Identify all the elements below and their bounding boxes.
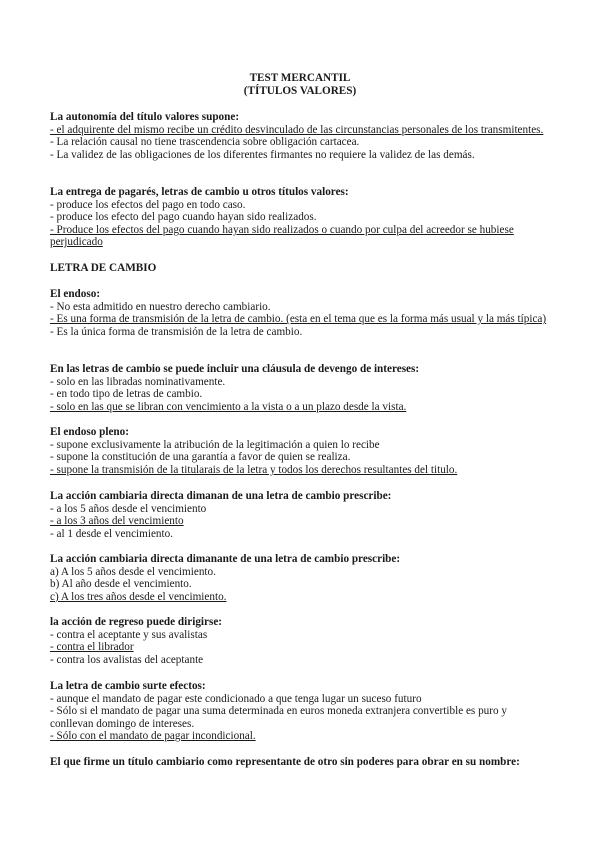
question-text: La acción cambiaria directa dimanan de una letra de cambio prescribe: <box>50 490 392 502</box>
question-text: El endoso: <box>50 288 101 300</box>
answer-option: - La validez de las obligaciones de los diferentes firmantes no requiere la validez de las demás. <box>50 148 475 161</box>
answer-option-correct: - a los 3 años del vencimiento <box>50 515 184 528</box>
answer-option-correct: - el adquirente del mismo recibe un crédito desvinculado de las circunstancias personales de los transmitentes. <box>50 123 544 136</box>
question-text: La acción cambiaria directa dimanante de una letra de cambio prescribe: <box>50 553 401 565</box>
question-block-2 <box>50 186 550 249</box>
answer-option: - aunque el mandato de pagar este condicionado a que tenga lugar un suceso futuro <box>50 692 422 705</box>
answer-option-correct: c) A los tres años desde el vencimiento. <box>50 590 227 603</box>
answer-option-correct: - Es una forma de transmisión de la letra de cambio. (esta en el tema que es la forma más usual y la más típica) <box>50 313 547 326</box>
answer-option: - Es la única forma de transmisión de la letra de cambio. <box>50 325 303 338</box>
answer-option-correct: - solo en las que se libran con vencimiento a la vista o a un plazo desde la vista. <box>50 400 407 413</box>
question-text: La letra de cambio surte efectos: <box>50 680 206 692</box>
question-block-1 <box>50 111 550 161</box>
answer-option: - supone exclusivamente la atribución de la legitimación a quien lo recibe <box>50 438 380 451</box>
answer-option: a) A los 5 años desde el vencimiento. <box>50 565 216 578</box>
answer-option-correct: - Produce los efectos del pago cuando hayan sido realizados o cuando por culpa del acreedor se hubiese perjudicado <box>50 223 514 249</box>
question-text: La entrega de pagarés, letras de cambio u otros títulos valores: <box>50 186 349 198</box>
question-block-8 <box>50 616 550 666</box>
question-text: El que firme un título cambiario como representante de otro sin poderes para obrar en su nombre: <box>50 756 520 768</box>
answer-option: - en todo tipo de letras de cambio. <box>50 388 203 401</box>
answer-option-correct: - Sólo con el mandato de pagar incondicional. <box>50 730 256 743</box>
answer-option-correct: - supone la transmisión de la titularais de la letra y todos los derechos resultantes del titulo. <box>50 463 458 476</box>
question-block-9 <box>50 680 550 743</box>
answer-option: - al 1 desde el vencimiento. <box>50 527 174 540</box>
answer-option: - No esta admitido en nuestro derecho cambiario. <box>50 300 271 313</box>
answer-option: - supone la constitución de una garantía a favor de quien se realiza. <box>50 451 351 464</box>
question-block-4 <box>50 363 550 413</box>
answer-option: - a los 5 años desde el vencimiento <box>50 502 207 515</box>
answer-option: - La relación causal no tiene trascendencia sobre obligación cartacea. <box>50 136 360 149</box>
question-text: En las letras de cambio se puede incluir una cláusula de devengo de intereses: <box>50 363 420 375</box>
document-title: TEST MERCANTIL <box>249 72 351 84</box>
question-text: La autonomía del título valores supone: <box>50 111 240 123</box>
question-text: El endoso pleno: <box>50 426 129 438</box>
answer-option: - produce los efectos del pago en todo caso. <box>50 198 246 211</box>
question-block-5 <box>50 426 550 476</box>
question-block-7 <box>50 553 550 603</box>
document-subtitle: (TÍTULOS VALORES) <box>243 85 357 97</box>
question-text: la acción de regreso puede dirigirse: <box>50 616 223 628</box>
answer-option: b) Al año desde el vencimiento. <box>50 578 192 591</box>
question-block-10 <box>50 756 550 769</box>
section-heading: LETRA DE CAMBIO <box>50 262 157 274</box>
answer-option: - Sólo si el mandato de pagar una suma determinada en euros moneda extranjera convertible es puro y conllevan domingo de intereses. <box>50 705 507 730</box>
answer-option: - solo en las libradas nominativamente. <box>50 375 226 388</box>
question-block-6 <box>50 490 550 540</box>
answer-option: - produce los efecto del pago cuando hayan sido realizados. <box>50 211 317 224</box>
answer-option: - contra el aceptante y sus avalistas <box>50 628 208 641</box>
question-block-3 <box>50 288 550 338</box>
answer-option-correct: - contra el librador <box>50 641 134 654</box>
answer-option: - contra los avalistas del aceptante <box>50 653 204 666</box>
